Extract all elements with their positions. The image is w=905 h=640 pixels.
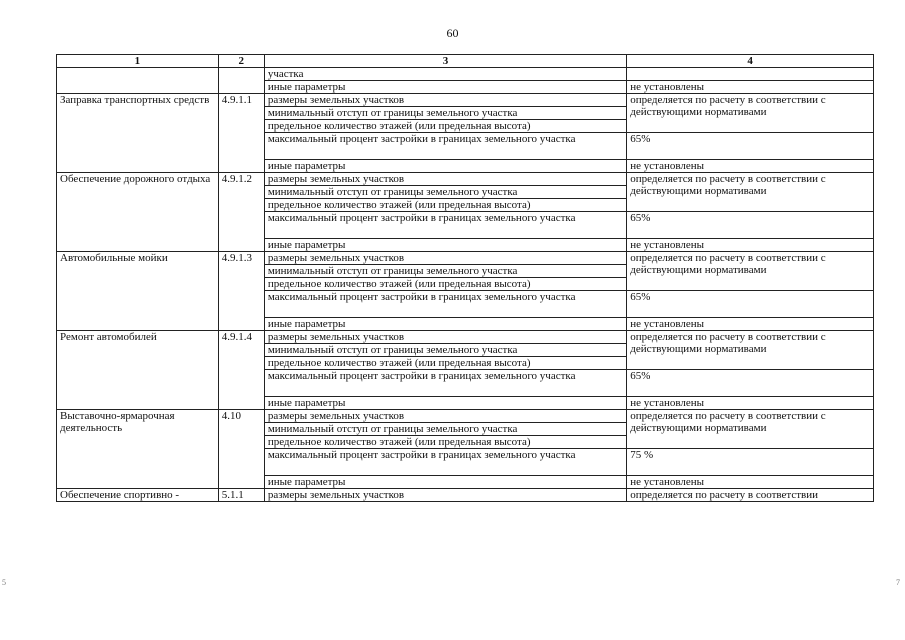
param-cell: предельное количество этажей (или предельная высота) xyxy=(264,436,626,449)
column-header-1: 1 xyxy=(57,55,219,68)
use-name-cell: Ремонт автомобилей xyxy=(57,331,219,410)
table-row xyxy=(57,410,874,423)
use-name-cell xyxy=(57,68,219,94)
left-margin-mark: 5 xyxy=(2,578,6,587)
value-cell: определяется по расчету в соответствии с действующими нормативами xyxy=(627,331,874,370)
param-cell: минимальный отступ от границы земельного участка xyxy=(264,423,626,436)
use-code-cell: 4.9.1.2 xyxy=(218,173,264,252)
param-cell: размеры земельных участков xyxy=(264,331,626,344)
param-cell: предельное количество этажей (или предельная высота) xyxy=(264,120,626,133)
value-cell: не установлены xyxy=(627,239,874,252)
param-cell: минимальный отступ от границы земельного участка xyxy=(264,344,626,357)
param-cell: максимальный процент застройки в границах земельного участка xyxy=(264,212,626,239)
param-cell: минимальный отступ от границы земельного участка xyxy=(264,265,626,278)
value-cell: определяется по расчету в соответствии с действующими нормативами xyxy=(627,173,874,212)
value-cell: не установлены xyxy=(627,81,874,94)
value-cell: не установлены xyxy=(627,160,874,173)
value-cell: определяется по расчету в соответствии с действующими нормативами xyxy=(627,94,874,133)
value-cell: определяется по расчету в соответствии с действующими нормативами xyxy=(627,410,874,449)
value-cell: определяется по расчету в соответствии xyxy=(627,489,874,502)
param-cell: минимальный отступ от границы земельного участка xyxy=(264,107,626,120)
use-code-cell: 4.9.1.1 xyxy=(218,94,264,173)
param-cell: иные параметры xyxy=(264,160,626,173)
value-cell: 65% xyxy=(627,133,874,160)
param-cell: максимальный процент застройки в границах земельного участка xyxy=(264,133,626,160)
use-name-cell: Выставочно-ярмарочная деятельность xyxy=(57,410,219,489)
value-cell: не установлены xyxy=(627,397,874,410)
table-row xyxy=(57,331,874,344)
use-code-cell: 5.1.1 xyxy=(218,489,264,502)
value-cell: 65% xyxy=(627,212,874,239)
value-cell: определяется по расчету в соответствии с действующими нормативами xyxy=(627,252,874,291)
param-cell: максимальный процент застройки в границах земельного участка xyxy=(264,291,626,318)
value-cell: не установлены xyxy=(627,318,874,331)
right-margin-mark: 7 xyxy=(896,578,900,587)
param-cell: иные параметры xyxy=(264,81,626,94)
param-cell: максимальный процент застройки в границах земельного участка xyxy=(264,370,626,397)
param-cell: иные параметры xyxy=(264,397,626,410)
param-cell: иные параметры xyxy=(264,476,626,489)
column-header-2: 2 xyxy=(218,55,264,68)
param-cell: минимальный отступ от границы земельного участка xyxy=(264,186,626,199)
table-row xyxy=(57,94,874,107)
use-name-cell: Обеспечение спортивно - xyxy=(57,489,219,502)
use-code-cell xyxy=(218,68,264,94)
value-cell: 65% xyxy=(627,291,874,318)
value-cell: 75 % xyxy=(627,449,874,476)
param-cell: иные параметры xyxy=(264,318,626,331)
param-cell: участка xyxy=(264,68,626,81)
param-cell: предельное количество этажей (или предельная высота) xyxy=(264,278,626,291)
param-cell: размеры земельных участков xyxy=(264,489,626,502)
use-code-cell: 4.10 xyxy=(218,410,264,489)
param-cell: размеры земельных участков xyxy=(264,410,626,423)
use-code-cell: 4.9.1.4 xyxy=(218,331,264,410)
use-name-cell: Автомобильные мойки xyxy=(57,252,219,331)
param-cell: иные параметры xyxy=(264,239,626,252)
param-cell: максимальный процент застройки в границах земельного участка xyxy=(264,449,626,476)
column-header-4: 4 xyxy=(627,55,874,68)
param-cell: размеры земельных участков xyxy=(264,94,626,107)
table-row xyxy=(57,173,874,186)
table-row xyxy=(57,489,874,502)
use-code-cell: 4.9.1.3 xyxy=(218,252,264,331)
param-cell: размеры земельных участков xyxy=(264,252,626,265)
table-row xyxy=(57,68,874,81)
value-cell: не установлены xyxy=(627,476,874,489)
value-cell: 65% xyxy=(627,370,874,397)
column-header-3: 3 xyxy=(264,55,626,68)
param-cell: размеры земельных участков xyxy=(264,173,626,186)
param-cell: предельное количество этажей (или предельная высота) xyxy=(264,357,626,370)
table-row xyxy=(57,252,874,265)
use-name-cell: Обеспечение дорожного отдыха xyxy=(57,173,219,252)
param-cell: предельное количество этажей (или предельная высота) xyxy=(264,199,626,212)
page-number: 60 xyxy=(446,26,459,40)
regulations-table xyxy=(56,54,874,502)
table-header-row xyxy=(57,55,874,68)
use-name-cell: Заправка транспортных средств xyxy=(57,94,219,173)
value-cell xyxy=(627,68,874,81)
